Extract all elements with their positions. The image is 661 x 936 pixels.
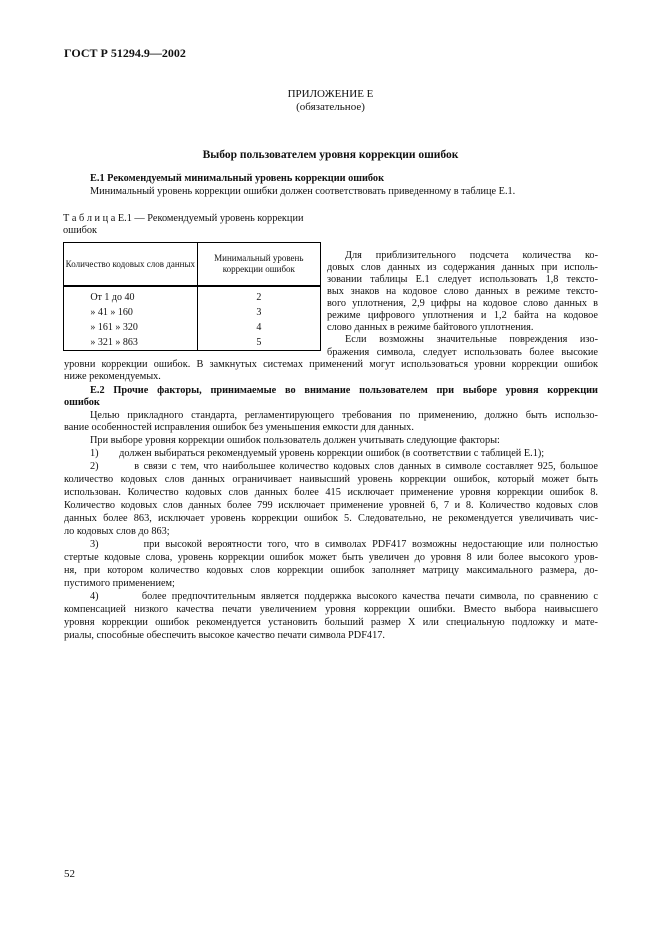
factor-item-4-line: уровня коррекции ошибок рекомендуется установить больший размер X или специальную подложку и мате-	[64, 617, 598, 628]
factor-item-4: 4) более предпочтительным является поддержка высокого качества печати символа, по сравнению с	[90, 591, 598, 602]
e2-intro-line: вание особенностей исправления ошибок без уменьшения емкости для данных.	[64, 422, 414, 433]
table-cell-level: 4	[197, 320, 320, 335]
section-e1-text: Минимальный уровень коррекции ошибки должен соответствовать приведенному в таблице Е.1.	[90, 186, 516, 197]
factor-item-4-line: компенсацией низкого качества печати увеличением уровня коррекции ошибки. Вместо выбора наивысшего	[64, 604, 598, 615]
side-text-line: вого уплотнения, 2,9 цифры на кодовое слово данных в	[327, 298, 598, 309]
factor-item-2-line: Количество кодовых слов данных более 799 исключает применение уровней 6, 7 и 8. Количество кодовых слов	[64, 500, 598, 511]
appendix-title: Выбор пользователем уровня коррекции ошибок	[202, 149, 459, 161]
e2-intro-line: Целью прикладного стандарта, регламентирующего требования по применению, должно быть использо-	[90, 410, 598, 421]
factor-item-3-line: пустимого применением;	[64, 578, 175, 589]
table-cell-range: » 321 » 863	[90, 337, 138, 348]
factor-item-2-line: использован. Количество кодовых слов данных более 415 исключает применение уровня коррекции ошибок 8.	[64, 487, 598, 498]
factor-item-1: 1) должен выбираться рекомендуемый уровень коррекции ошибок (в соответствии с таблицей Е.1);	[90, 448, 545, 459]
table-header-codewords: Количество кодовых слов данных	[64, 243, 198, 287]
table-row	[64, 335, 321, 351]
e2-intro-line: При выборе уровня коррекции ошибок пользователь должен учитывать следующие факторы:	[90, 435, 500, 446]
standard-code-header: ГОСТ Р 51294.9—2002	[64, 46, 186, 60]
factor-item-3-line: стертые кодовые слова, уровень коррекции ошибок может быть увеличен до уровня 8 или более высокого уров-	[64, 552, 598, 563]
table-caption: Т а б л и ц а Е.1 — Рекомендуемый уровень коррекции	[63, 213, 304, 224]
section-e2-heading-cont: ошибок	[64, 397, 100, 408]
table-cell-range: От 1 до 40	[90, 292, 135, 303]
body-line: ниже рекомендуемых.	[64, 371, 161, 382]
factor-item-2: 2) в связи с тем, что наибольшее количество кодовых слов данных в символе составляет 925, большое	[90, 461, 598, 472]
table-cell-range: » 41 » 160	[90, 307, 133, 318]
side-text-line: бражения символа, следует использовать более высокие	[327, 347, 598, 358]
side-text-line: зовании таблицы Е.1 следует использовать 1,8 тексто-	[327, 274, 598, 285]
factor-item-4-line: риалы, способные обеспечить высокое качество печати символа PDF417.	[64, 630, 385, 641]
side-text-line: Если возможны значительные повреждения изо-	[345, 334, 598, 345]
factor-item-3-line: ня, при котором количество кодовых слов коррекции ошибок заполняет матрицу максимального размера, до-	[64, 565, 598, 576]
side-text-line: Для приблизительного подсчета количества ко-	[345, 250, 598, 261]
page-number: 52	[64, 868, 75, 880]
factor-item-2-line: данных более 863, исключает уровень коррекции ошибок 5. Следовательно, не рекомендуется увеличивать чис-	[64, 513, 598, 524]
side-text-line: режиме цифрового уплотнения и 1,2 байта на кодовое	[327, 310, 598, 321]
table-cell-range: » 161 » 320	[90, 322, 138, 333]
appendix-status: (обязательное)	[296, 101, 365, 113]
table-cell-level: 2	[197, 286, 320, 305]
side-text-line: довых слов данных из содержания данных при исполь-	[327, 262, 598, 273]
side-text-line: вых знаков на кодовое слово данных в режиме тексто-	[327, 286, 598, 297]
factor-item-2-line: количество кодовых слов данных ограничивает наивысший уровень коррекции ошибок, который может быть	[64, 474, 598, 485]
table-row	[64, 286, 321, 305]
table-row	[64, 305, 321, 320]
table-caption-cont: ошибок	[63, 225, 97, 236]
table-header-level: Минимальный уровень коррекции ошибок	[197, 243, 320, 287]
body-line: уровни коррекции ошибок. В замкнутых системах применений могут использоваться уровни коррекции ошибок	[64, 359, 598, 370]
section-e1-heading: Е.1 Рекомендуемый минимальный уровень коррекции ошибок	[90, 173, 385, 184]
factor-item-2-line: ло кодовых слов до 863;	[64, 526, 170, 537]
side-text-line: слово данных в режиме байтового уплотнения.	[327, 322, 534, 333]
section-e2-heading: Е.2 Прочие факторы, принимаемые во внимание пользователем при выборе уровня коррекции	[90, 385, 598, 396]
table-cell-level: 5	[197, 335, 320, 351]
error-correction-table	[63, 242, 321, 351]
factor-item-3: 3) при высокой вероятности того, что в символах PDF417 возможны недостающие или полностью	[90, 539, 598, 550]
table-cell-level: 3	[197, 305, 320, 320]
table-row	[64, 320, 321, 335]
appendix-label: ПРИЛОЖЕНИЕ Е	[287, 88, 374, 100]
